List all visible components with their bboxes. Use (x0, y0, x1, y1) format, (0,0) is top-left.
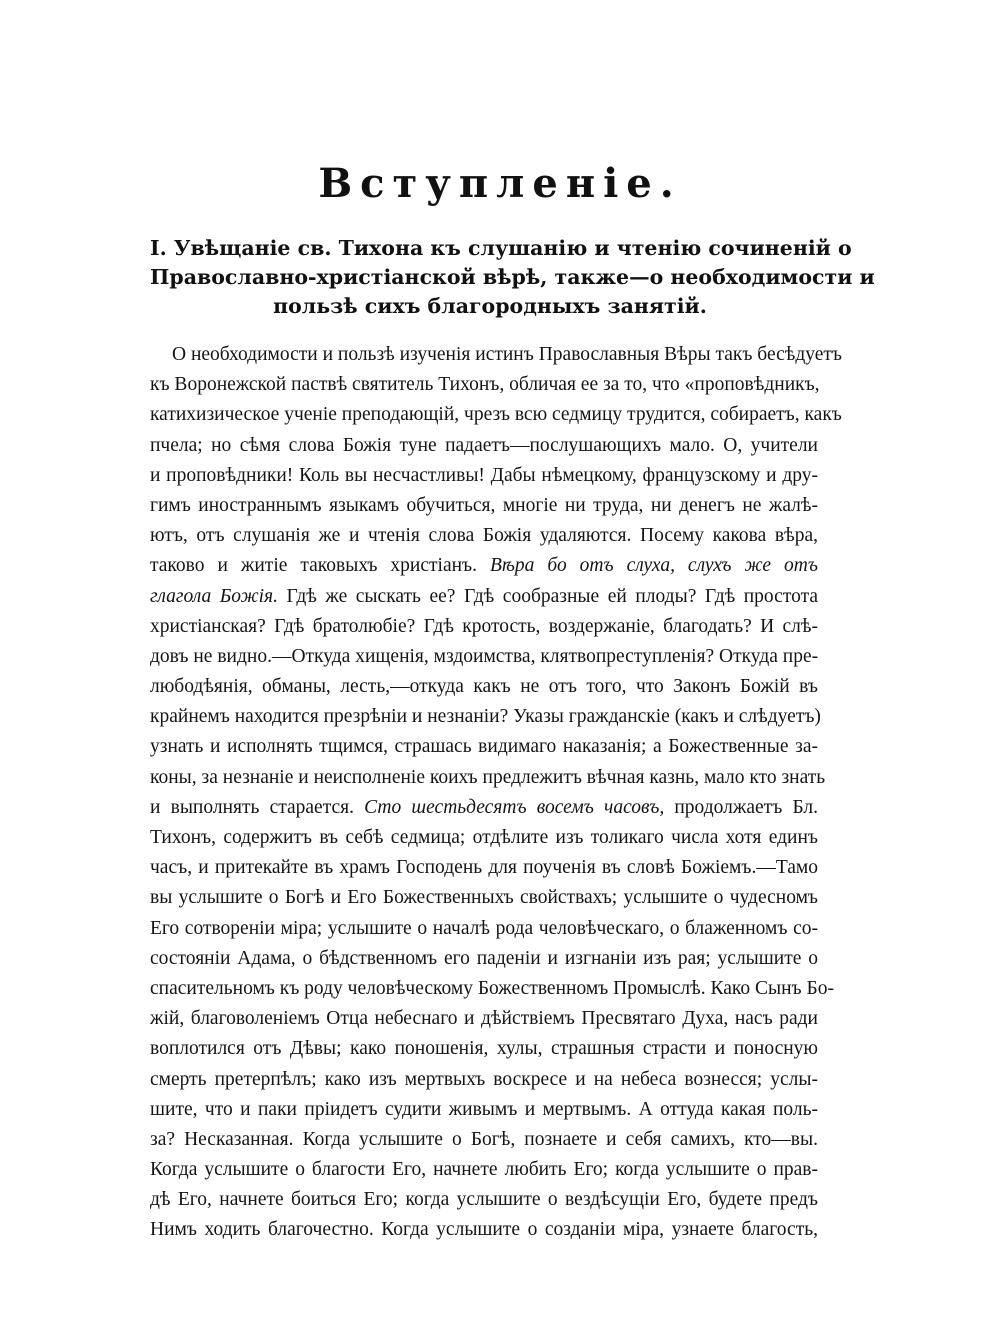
body-text-run: коны, за незнаніе и неисполненіе коихъ предлежитъ вѣчная казнь, мало кто знать (150, 766, 826, 788)
body-text-run: состояніи Адама, о бѣдственномъ его паденіи и изгнаніи изъ рая; услышите о (150, 947, 818, 969)
body-text-line (150, 672, 818, 702)
body-text-run: узнать и исполнять тщимся, страшась видимаго наказанія; а Божественные за- (150, 736, 818, 758)
body-text-run: и проповѣдники! Коль вы несчастливы! Дабы нѣмецкому, французскому и дру- (150, 464, 818, 486)
body-text-run: вы услышите о Богѣ и Его Божественныхъ свойствахъ; услышите о чудесномъ (150, 887, 818, 909)
section-title-line: пользѣ сихъ благородныхъ занятій. (273, 294, 707, 318)
body-text-line (150, 763, 826, 793)
body-text-run: ютъ, отъ слушанія же и чтенія слова Божія удаляются. Посему какова вѣра, (150, 525, 818, 547)
body-text-run: гимъ иностраннымъ языкамъ обучиться, многіе ни труда, ни денегъ не жалѣ- (150, 494, 818, 516)
body-text-run: часъ, и притекайте въ храмъ Господень для поученія въ словѣ Божіемъ.—Тамо (150, 857, 818, 879)
body-text-line (150, 883, 818, 913)
body-text-run: христіанская? Гдѣ братолюбіе? Гдѣ кротость, воздержаніе, благодать? И слѣ- (150, 615, 818, 637)
body-text-line (150, 914, 818, 944)
body-text-line (150, 582, 818, 612)
body-text-line (150, 1065, 818, 1095)
body-text-line (150, 853, 818, 883)
body-text-line (150, 1215, 818, 1245)
body-text-run: О необходимости и пользѣ изученія истинъ Православныя Вѣры такъ бесѣдуетъ (172, 344, 843, 365)
body-text-line (150, 461, 818, 491)
body-text-run: и выполнять старается. (150, 796, 365, 818)
body-text-line (150, 1004, 818, 1034)
body-text-line (150, 1155, 818, 1185)
section-title-line: I. Увѣщаніе св. Тихона къ слушанію и чтенію сочиненій о (150, 236, 852, 260)
body-text-line (150, 370, 818, 400)
body-text-line (150, 974, 834, 1004)
body-text-run: катихизическое ученіе преподающій, чрезъ всю седмицу трудится, собираетъ, какъ (150, 404, 842, 426)
body-text-run: Его сотвореніи міра; услышите о началѣ рода человѣческаго, о блаженномъ со- (150, 917, 818, 939)
body-text-run: къ Воронежской паствѣ святитель Тихонъ, обличая ее за то, что «проповѣдникъ, (150, 374, 820, 396)
body-text-line (150, 1185, 818, 1215)
body-text-line (150, 612, 818, 642)
body-text-run: Гдѣ же сыскать ее? Гдѣ сообразные ей плоды? Гдѣ простота (278, 585, 818, 607)
body-text-run: пчела; но сѣмя слова Божія туне падаетъ—послушающихъ мало. О, учители (150, 434, 818, 456)
body-text-line (150, 793, 818, 823)
body-text-run: крайнемъ находится презрѣніи и незнаніи? Указы гражданскіе (какъ и слѣдуетъ) (150, 706, 821, 728)
body-text-line (150, 702, 821, 732)
body-text-line (150, 944, 818, 974)
body-text-run: шите, что и паки пріидетъ судити живымъ и мертвымъ. А оттуда какая поль- (150, 1098, 818, 1120)
body-text-run: дѣ Его, начнете боиться Его; когда услышите о вездѣсущіи Его, будете предъ (150, 1189, 818, 1211)
body-paragraph (150, 340, 843, 1246)
body-text-line (150, 1095, 818, 1125)
body-text-run: Нимъ ходить благочестно. Когда услышите о созданіи міра, узнаете благость, (150, 1219, 818, 1241)
body-text-run: довъ не видно.—Откуда хищенія, мздоимства, клятвопреступленія? Откуда пре- (150, 645, 819, 667)
body-text-line (150, 732, 818, 762)
body-text-run: жій, благоволеніемъ Отца небеснаго и дѣйствіемъ Пресвятаго Духа, насъ ради (150, 1008, 818, 1030)
body-text-run: Тихонъ, содержитъ въ себѣ седмица; отдѣлите изъ толикаго числа хотя единъ (150, 827, 818, 848)
italic-quote: Сто шестьдесятъ восемъ часовъ, (364, 796, 665, 818)
italic-quote: глагола Божія. (150, 585, 278, 607)
body-text-line (150, 340, 843, 370)
body-text-line (150, 1125, 818, 1155)
body-text-line (150, 823, 818, 853)
body-text-line (150, 431, 818, 461)
body-text-run: Когда услышите о благости Его, начнете любить Его; когда услышите о прав- (150, 1159, 818, 1181)
body-text-line (150, 521, 818, 551)
body-text-run: смерть претерпѣлъ; како изъ мертвыхъ воскресе и на небеса вознесся; услы- (150, 1068, 818, 1090)
chapter-heading: Вступленіе. (318, 160, 682, 207)
body-text-run: продолжаетъ Бл. (664, 796, 818, 818)
section-title-line: Православно-христіанской вѣрѣ, также—о необходимости и (150, 265, 875, 289)
body-text-run: спасительномъ къ роду человѣческому Божественномъ Промыслѣ. Како Сынъ Бо- (150, 977, 834, 999)
body-text-line (150, 1034, 818, 1064)
body-text-line (150, 551, 818, 581)
body-text-line (150, 642, 818, 672)
body-text-run: таково и житіе таковыхъ христіанъ. (150, 555, 490, 577)
section-title (150, 234, 875, 321)
body-text-run: за? Несказанная. Когда услышите о Богѣ, познаете и себя самихъ, кто—вы. (150, 1128, 818, 1150)
body-text-line (150, 491, 818, 521)
italic-quote: Вѣра бо отъ слуха, слухъ же отъ (489, 555, 818, 577)
body-text-run: любодѣянія, обманы, лесть,—откуда какъ не отъ того, что Законъ Божій въ (150, 676, 818, 698)
body-text-run: воплотился отъ Дѣвы; како поношенія, хулы, страшныя страсти и поносную (150, 1038, 818, 1060)
body-text-line (150, 400, 842, 430)
